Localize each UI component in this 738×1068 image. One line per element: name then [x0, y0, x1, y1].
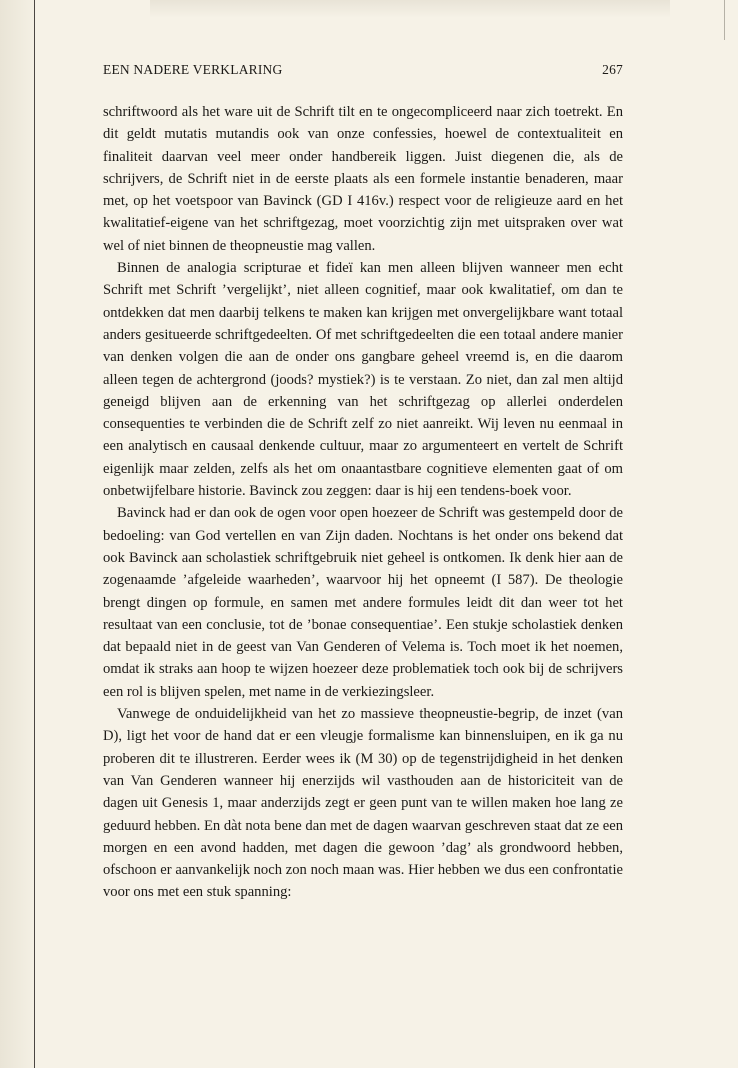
page-gutter-shadow [0, 0, 34, 1068]
paragraph: Binnen de analogia scripturae et fideï kan men alleen blijven wanneer men echt Schrift met Schrift ’vergelijkt’, niet alleen cognitief, maar ook kwalitatief, om dan te ontdekken dat men daarbij telkens te maken kan krijgen met onvergelijkbare want totaal anders gesitueerde schriftgedeelten. Of met schriftgedeelten die een totaal andere manier van denken volgen die aan de onder ons gangbare geheel vreemd is, en die daarom alleen tegen de achtergrond (joods? mystiek?) is te verstaan. Zo niet, dan zal men altijd geneigd blijven aan de erkenning van het schriftgezag op allerlei onderdelen consequenties te verbinden die de Schrift zelf zo niet aanreikt. Wij leven nu eenmaal in een analytisch en causaal denkende cultuur, maar zo argumenteert en vertelt de Schrift eigenlijk maar zelden, zelfs als het om onaantastbare cognitieve elementen gaat of om onbetwijfelbare historie. Bavinck zou zeggen: daar is hij een tendens-boek voor. [103, 260, 623, 500]
paragraph: Bavinck had er dan ook de ogen voor open hoezeer de Schrift was gestempeld door de bedoeling: van God vertellen en van Zijn daden. Nochtans is het onder ons bekend dat ook Bavinck aan scholastiek schriftgebruik niet geheel is ontkomen. Ik denk hier aan de zogenaamde ’afgeleide waarheden’, waarvoor hij het opneemt (I 587). De theologie brengt dingen op formule, en samen met andere formules leidt dit dan weer tot het resultaat van een conclusie, tot de ’bonae consequentiae’. Een stukje scholastiek denken dat bepaald niet in de geest van Van Genderen of Velema is. Toch moet ik het noemen, omdat ik straks aan hoop te wijzen hoezeer deze problematiek toch ook bij de schrijvers een rol is blijven spelen, met name in de verkiezingsleer. [103, 505, 623, 700]
binding-edge-line [34, 0, 35, 1068]
page-number: 267 [602, 62, 623, 77]
paragraph: Vanwege de onduidelijkheid van het zo massieve theopneustie-begrip, de inzet (van D), ligt het voor de hand dat er een vleugje formalisme kan binnensluipen, en ik ga nu proberen dit te illustreren. Eerder wees ik (M 30) op de tegenstrijdigheid in het denken van Van Genderen wanneer hij enerzijds wil vasthouden aan de historiciteit van de dagen uit Genesis 1, maar anderzijds zegt er geen punt van te willen maken hoe lang ze geduurd hebben. En dàt nota bene dan met de dagen waarvan geschreven staat dat ze een morgen en een avond hadden, met dagen die gewoon ’dag’ als grondwoord hebben, ofschoon er aanvankelijk noch zon noch maan was. Hier hebben we dus een confrontatie voor ons met een stuk spanning: [103, 706, 623, 901]
scan-edge-mark [724, 0, 725, 40]
body-text [103, 101, 623, 904]
running-header [103, 62, 623, 84]
paragraph: schriftwoord als het ware uit de Schrift tilt en te ongecompliceerd naar zich toetrekt. En dit geldt mutatis mutandis ook van onze confessies, hoewel de contextualiteit en finaliteit daarvan veel meer onder handbereik liggen. Juist diegenen die, als de schrijvers, de Schrift niet in de eerste plaats als een formele instantie benaderen, maar met, op het voetspoor van Bavinck (GD I 416v.) respect voor de religieuze aard en het kwalitatief-eigene van het schriftgezag, moet voorzichtig zijn met uitspraken over wat wel of niet binnen de theopneustie mag vallen. [103, 104, 623, 254]
show-through-shadow [150, 0, 670, 18]
book-page [103, 62, 623, 904]
running-title: EEN NADERE VERKLARING [103, 62, 283, 77]
